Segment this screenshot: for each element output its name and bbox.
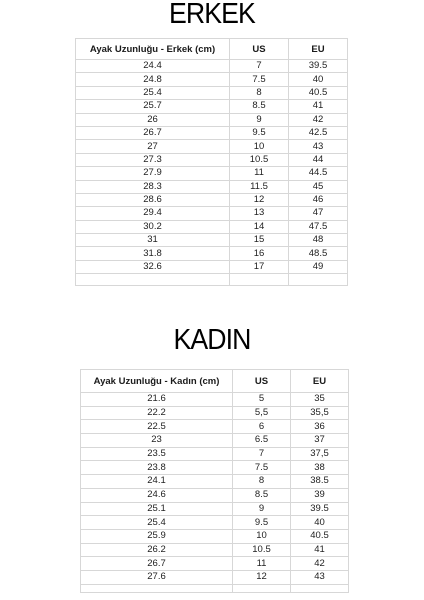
table-row: [81, 461, 349, 475]
empty-cell: [289, 274, 348, 286]
cell-us-size: 17: [230, 260, 289, 273]
table-row: [76, 100, 348, 113]
table-row: [81, 570, 349, 584]
cell-eu-size: 38: [291, 461, 349, 475]
cell-us-size: 8.5: [230, 100, 289, 113]
cell-foot-length: 25.4: [81, 516, 233, 530]
table-row: [76, 126, 348, 139]
table-row: [76, 60, 348, 73]
cell-foot-length: 25.9: [81, 529, 233, 543]
cell-foot-length: 26.7: [81, 557, 233, 571]
cell-foot-length: 22.2: [81, 406, 233, 420]
cell-us-size: 10.5: [230, 153, 289, 166]
table-row: [76, 207, 348, 220]
women-size-chart-title: KADIN: [173, 324, 251, 356]
cell-us-size: 11.5: [230, 180, 289, 193]
cell-eu-size: 39: [291, 488, 349, 502]
cell-us-size: 8.5: [233, 488, 291, 502]
empty-cell: [291, 584, 349, 592]
empty-cell: [233, 584, 291, 592]
men-table-body: [76, 60, 348, 286]
cell-eu-size: 38.5: [291, 475, 349, 489]
table-header-row: [76, 39, 348, 60]
women-table-body: [81, 393, 349, 593]
cell-us-size: 8: [230, 86, 289, 99]
cell-eu-size: 39.5: [291, 502, 349, 516]
cell-eu-size: 37,5: [291, 447, 349, 461]
cell-foot-length: 26: [76, 113, 230, 126]
cell-eu-size: 41: [291, 543, 349, 557]
table-row: [81, 502, 349, 516]
empty-cell: [76, 274, 230, 286]
cell-foot-length: 27.3: [76, 153, 230, 166]
table-row: [81, 516, 349, 530]
column-header-foot-length: Ayak Uzunluğu - Kadın (cm): [81, 370, 233, 393]
cell-eu-size: 37: [291, 434, 349, 448]
cell-us-size: 15: [230, 234, 289, 247]
cell-us-size: 10.5: [233, 543, 291, 557]
cell-us-size: 6: [233, 420, 291, 434]
table-row: [76, 180, 348, 193]
men-size-chart-title: ERKEK: [169, 0, 255, 30]
cell-eu-size: 41: [289, 100, 348, 113]
cell-us-size: 10: [233, 529, 291, 543]
cell-foot-length: 21.6: [81, 393, 233, 407]
empty-cell: [230, 274, 289, 286]
table-header-row: [81, 370, 349, 393]
table-row: [76, 260, 348, 273]
cell-us-size: 16: [230, 247, 289, 260]
cell-eu-size: 35,5: [291, 406, 349, 420]
cell-us-size: 7.5: [230, 73, 289, 86]
cell-eu-size: 46: [289, 193, 348, 206]
cell-foot-length: 27.6: [81, 570, 233, 584]
cell-us-size: 7: [230, 60, 289, 73]
cell-us-size: 11: [233, 557, 291, 571]
cell-us-size: 8: [233, 475, 291, 489]
cell-eu-size: 45: [289, 180, 348, 193]
cell-foot-length: 23.5: [81, 447, 233, 461]
cell-eu-size: 36: [291, 420, 349, 434]
cell-eu-size: 42.5: [289, 126, 348, 139]
table-row: [76, 86, 348, 99]
column-header-foot-length: Ayak Uzunluğu - Erkek (cm): [76, 39, 230, 60]
cell-us-size: 5,5: [233, 406, 291, 420]
cell-us-size: 9.5: [233, 516, 291, 530]
cell-eu-size: 48.5: [289, 247, 348, 260]
cell-us-size: 11: [230, 167, 289, 180]
table-row: [81, 475, 349, 489]
cell-foot-length: 25.7: [76, 100, 230, 113]
empty-cell: [81, 584, 233, 592]
cell-foot-length: 24.6: [81, 488, 233, 502]
cell-foot-length: 24.8: [76, 73, 230, 86]
cell-eu-size: 42: [291, 557, 349, 571]
cell-eu-size: 43: [291, 570, 349, 584]
cell-foot-length: 26.7: [76, 126, 230, 139]
cell-eu-size: 44: [289, 153, 348, 166]
cell-us-size: 7.5: [233, 461, 291, 475]
cell-foot-length: 24.4: [76, 60, 230, 73]
cell-us-size: 6.5: [233, 434, 291, 448]
empty-table-row: [76, 274, 348, 286]
cell-foot-length: 24.1: [81, 475, 233, 489]
cell-foot-length: 27.9: [76, 167, 230, 180]
cell-eu-size: 40: [291, 516, 349, 530]
cell-foot-length: 31.8: [76, 247, 230, 260]
column-header-us: US: [230, 39, 289, 60]
cell-foot-length: 25.1: [81, 502, 233, 516]
cell-eu-size: 40.5: [289, 86, 348, 99]
cell-eu-size: 47.5: [289, 220, 348, 233]
table-row: [81, 406, 349, 420]
cell-eu-size: 42: [289, 113, 348, 126]
women-size-table: [80, 369, 349, 593]
cell-foot-length: 29.4: [76, 207, 230, 220]
cell-foot-length: 28.6: [76, 193, 230, 206]
table-row: [76, 167, 348, 180]
cell-eu-size: 43: [289, 140, 348, 153]
table-row: [76, 234, 348, 247]
cell-eu-size: 39.5: [289, 60, 348, 73]
table-row: [76, 193, 348, 206]
cell-us-size: 12: [233, 570, 291, 584]
cell-us-size: 10: [230, 140, 289, 153]
cell-foot-length: 32.6: [76, 260, 230, 273]
table-row: [76, 153, 348, 166]
column-header-eu: EU: [291, 370, 349, 393]
cell-us-size: 9.5: [230, 126, 289, 139]
column-header-eu: EU: [289, 39, 348, 60]
table-row: [76, 140, 348, 153]
cell-foot-length: 30.2: [76, 220, 230, 233]
cell-us-size: 9: [230, 113, 289, 126]
cell-us-size: 13: [230, 207, 289, 220]
men-size-table: [75, 38, 348, 286]
cell-eu-size: 49: [289, 260, 348, 273]
cell-foot-length: 28.3: [76, 180, 230, 193]
cell-foot-length: 25.4: [76, 86, 230, 99]
table-row: [76, 113, 348, 126]
cell-foot-length: 26.2: [81, 543, 233, 557]
table-row: [81, 488, 349, 502]
table-row: [76, 73, 348, 86]
table-row: [81, 543, 349, 557]
table-row: [81, 529, 349, 543]
table-row: [81, 393, 349, 407]
column-header-us: US: [233, 370, 291, 393]
cell-eu-size: 40: [289, 73, 348, 86]
cell-eu-size: 35: [291, 393, 349, 407]
cell-foot-length: 22.5: [81, 420, 233, 434]
cell-eu-size: 40.5: [291, 529, 349, 543]
cell-eu-size: 44.5: [289, 167, 348, 180]
cell-foot-length: 31: [76, 234, 230, 247]
cell-us-size: 12: [230, 193, 289, 206]
table-row: [76, 220, 348, 233]
cell-us-size: 7: [233, 447, 291, 461]
empty-table-row: [81, 584, 349, 592]
cell-us-size: 5: [233, 393, 291, 407]
cell-foot-length: 23: [81, 434, 233, 448]
table-row: [76, 247, 348, 260]
cell-eu-size: 48: [289, 234, 348, 247]
cell-us-size: 14: [230, 220, 289, 233]
table-row: [81, 434, 349, 448]
cell-foot-length: 27: [76, 140, 230, 153]
table-row: [81, 557, 349, 571]
table-row: [81, 420, 349, 434]
cell-us-size: 9: [233, 502, 291, 516]
table-row: [81, 447, 349, 461]
cell-foot-length: 23.8: [81, 461, 233, 475]
cell-eu-size: 47: [289, 207, 348, 220]
